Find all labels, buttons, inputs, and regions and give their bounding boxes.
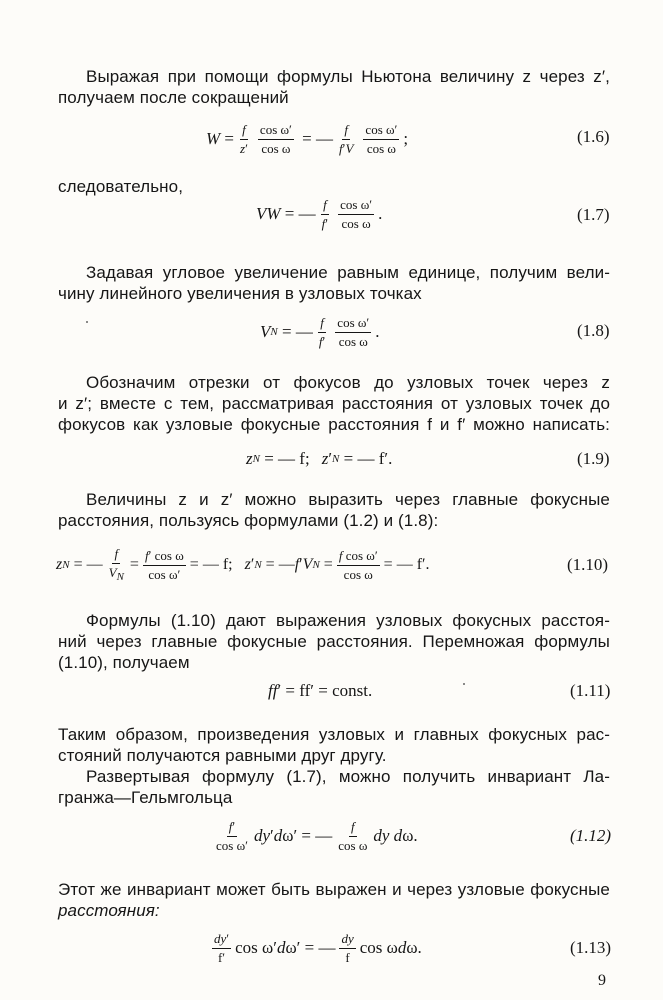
equation-1-10: z N = — $\frac{f}{V_N}$ = $\frac{\text{f′ cos ω}}{\text{cos ω′}}$ = — f; z ′ N = — f ′ V N = $\frac{\text{f cos ω′}}{\text{cos ω}}$ = — f′. bbox=[56, 545, 430, 583]
paragraph-2: следовательно, bbox=[58, 177, 184, 196]
equation-number-1-13: (1.13) bbox=[570, 938, 612, 957]
paragraph-1-line-1: Выражая при помощи формулы Ньютона величину z через z′, bbox=[86, 67, 610, 86]
equation-1-9: z N = — f; z ′ N = — f′. bbox=[246, 449, 393, 468]
equation-1-8: V N = — $\frac{f}{f'}$ $\frac{\text{cos ω′}}{\text{cos ω}}$ . bbox=[260, 314, 380, 349]
paragraph-4-line-3: фокусов как узловые фокусные расстояния f и f′ можно написать: bbox=[58, 415, 610, 434]
paragraph-6-line-1: Формулы (1.10) дают выражения узловых фокусных расстоя- bbox=[86, 611, 610, 630]
paragraph-1-line-2: получаем после сокращений bbox=[58, 88, 289, 107]
paragraph-3-line-1: Задавая угловое увеличение равным единице, получим вели- bbox=[86, 263, 610, 282]
equation-1-12: $\frac{f'}{\text{cos ω′}}$ dy ′ d ω′ = — $\frac{f}{\text{cos ω}}$ dy d ω. bbox=[216, 818, 418, 853]
paragraph-9-line-2: расстояния: bbox=[58, 901, 160, 920]
equation-number-1-9: (1.9) bbox=[577, 449, 610, 468]
paragraph-6-line-3: (1.10), получаем bbox=[58, 653, 190, 672]
print-speck bbox=[463, 683, 465, 685]
equation-1-11: ff ′ = ff′ = const. bbox=[268, 681, 373, 700]
paragraph-9-line-1: Этот же инвариант может быть выражен и через узловые фокусные bbox=[58, 880, 610, 899]
paragraph-6-line-2: ний через главные фокусные расстояния. Перемножая формулы bbox=[58, 632, 610, 651]
paragraph-5-line-1: Величины z и z′ можно выразить через главные фокусные bbox=[86, 490, 610, 509]
equation-number-1-8: (1.8) bbox=[577, 321, 610, 340]
print-speck bbox=[86, 321, 88, 323]
paragraph-8-line-1: Развертывая формулу (1.7), можно получить инвариант Ла- bbox=[86, 767, 610, 786]
equation-1-13: $\frac{dy'}{f'}$ cos ω′ d ω′ = — $\frac{dy}{f}$ cos ω d ω. bbox=[214, 930, 422, 965]
equation-1-6: W = $\frac{f}{z'}$ $\frac{\text{cos ω′}}{\text{cos ω}}$ = — $\frac{f}{f'V}$ $\frac{\text{cos ω′}}{\text{cos ω}}$ ; bbox=[206, 121, 409, 156]
equation-number-1-7: (1.7) bbox=[577, 205, 610, 224]
paragraph-7-line-2: стояний получаются равными друг другу. bbox=[58, 746, 387, 765]
equation-number-1-10: (1.10) bbox=[567, 555, 609, 574]
page-number: 9 bbox=[598, 972, 606, 989]
equation-number-1-12: (1.12) bbox=[570, 826, 612, 845]
equation-number-1-11: (1.11) bbox=[570, 681, 611, 700]
paragraph-4-line-2: и z′; вместе с тем, рассматривая расстояния от узловых точек до bbox=[58, 394, 610, 413]
paragraph-3-line-2: чину линейного увеличения в узловых точках bbox=[58, 284, 422, 303]
paragraph-8-line-2: гранжа—Гельмгольца bbox=[58, 788, 233, 807]
equation-number-1-6: (1.6) bbox=[577, 127, 610, 146]
paragraph-5-line-2: расстояния, пользуясь формулами (1.2) и (1.8): bbox=[58, 511, 439, 530]
paragraph-4-line-1: Обозначим отрезки от фокусов до узловых точек через z bbox=[86, 373, 610, 392]
paragraph-7-line-1: Таким образом, произведения узловых и главных фокусных рас- bbox=[58, 725, 610, 744]
equation-1-7: VW = — $\frac{f}{f'}$ $\frac{\text{cos ω′}}{\text{cos ω}}$ . bbox=[256, 196, 383, 231]
